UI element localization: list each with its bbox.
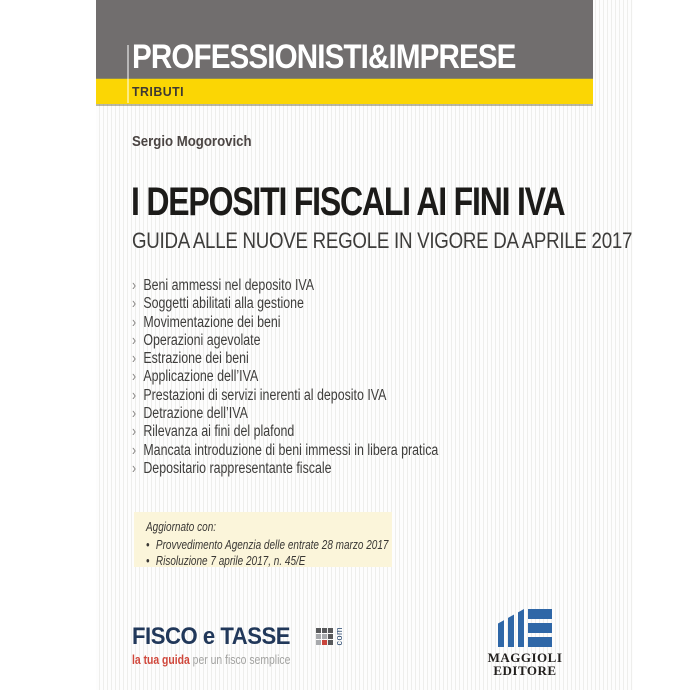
- banner-tick-divider: [127, 45, 129, 103]
- topic-text: Depositario rappresentante fiscale: [143, 459, 332, 477]
- fiscoetasse-logo: [132, 625, 344, 669]
- tagline-emphasis: la tua guida: [132, 652, 190, 667]
- tagline-rest: per un fisco semplice: [189, 652, 291, 667]
- maggioli-m-bars: [498, 609, 524, 647]
- update-item-text: Risoluzione 7 aprile 2017, n. 45/E: [155, 554, 306, 568]
- chevron-bullet-icon: ›: [132, 277, 137, 294]
- topic-text: Applicazione dell’IVA: [143, 368, 259, 386]
- topic-text: Rilevanza ai fini del plafond: [143, 423, 295, 441]
- chevron-bullet-icon: ›: [132, 441, 137, 459]
- topic-text: Operazioni agevolate: [143, 331, 261, 349]
- topics-list-container: [132, 277, 552, 478]
- topics-list: [132, 277, 552, 478]
- maggioli-monogram-icon: [498, 609, 552, 647]
- topic-item: [132, 423, 552, 441]
- topic-text: Soggetti abilitati alla gestione: [143, 295, 304, 313]
- chevron-bullet-icon: ›: [132, 459, 137, 477]
- topic-item: [132, 368, 552, 386]
- update-box-heading: Aggiornato con:: [146, 520, 217, 534]
- chevron-bullet-icon: ›: [132, 423, 137, 441]
- category-label: TRIBUTI: [132, 84, 185, 99]
- series-title: PROFESSIONISTI&IMPRESE: [132, 38, 516, 76]
- series-banner: [96, 0, 593, 78]
- chevron-bullet-icon: ›: [132, 313, 137, 331]
- topic-item: [132, 295, 552, 313]
- category-band: [96, 78, 593, 104]
- chevron-bullet-icon: ›: [132, 386, 137, 404]
- author-name: Sergio Mogorovich: [132, 133, 252, 150]
- book-subtitle: GUIDA ALLE NUOVE REGOLE IN VIGORE DA APRILE 2017: [132, 228, 633, 253]
- chevron-bullet-icon: ›: [132, 405, 137, 423]
- chevron-bullet-icon: ›: [132, 331, 137, 349]
- topic-item: [132, 332, 552, 350]
- chevron-bullet-icon: ›: [132, 295, 137, 313]
- fiscoetasse-grid-icon: [316, 628, 333, 645]
- maggioli-logo: [465, 609, 585, 677]
- dot-bullet-icon: •: [146, 554, 150, 568]
- chevron-bullet-icon: ›: [132, 350, 137, 368]
- fiscoetasse-tagline: [132, 652, 290, 667]
- book-cover: [96, 0, 633, 690]
- dot-bullet-icon: •: [146, 537, 150, 552]
- topic-item: [132, 460, 552, 478]
- topic-item: [132, 405, 552, 423]
- maggioli-name-line2: EDITORE: [493, 663, 557, 678]
- topic-text: Prestazioni di servizi inerenti al deposito IVA: [143, 386, 387, 404]
- topic-text: Detrazione dell’IVA: [143, 405, 248, 423]
- topic-item: [132, 277, 552, 295]
- topic-item: [132, 387, 552, 405]
- topic-text: Mancata introduzione di beni immessi in libera pratica: [143, 441, 439, 459]
- maggioli-name-line1: MAGGIOLI: [487, 650, 563, 665]
- topic-text: Estrazione dei beni: [143, 350, 249, 368]
- update-box-item: [146, 537, 392, 554]
- topic-item: [132, 442, 552, 460]
- topic-text: Movimentazione dei beni: [143, 313, 281, 331]
- topic-item: [132, 350, 552, 368]
- topic-item: [132, 314, 552, 332]
- maggioli-e-bars: [528, 609, 552, 647]
- chevron-bullet-icon: ›: [132, 368, 137, 386]
- update-item-text: Provvedimento Agenzia delle entrate 28 marzo 2017: [155, 537, 389, 552]
- fiscoetasse-wordmark: FISCO e TASSE: [132, 623, 291, 650]
- book-title: I DEPOSITI FISCALI AI FINI IVA: [131, 180, 565, 224]
- update-info-box: [134, 512, 392, 567]
- update-box-item: [146, 553, 392, 570]
- fiscoetasse-com-label: com: [333, 627, 344, 646]
- topic-text: Beni ammessi nel deposito IVA: [143, 277, 315, 294]
